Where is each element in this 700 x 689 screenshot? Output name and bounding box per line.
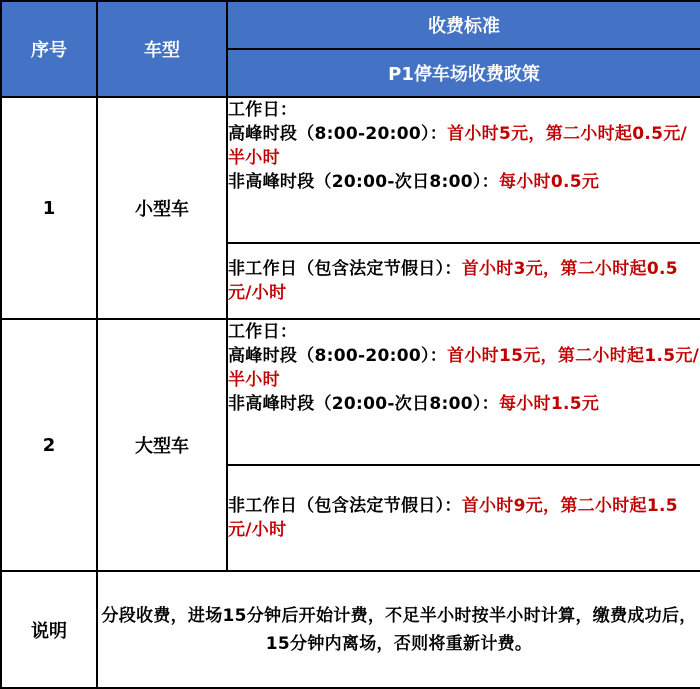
offpeak-label: 非高峰时段（20:00-次日8:00）： bbox=[228, 172, 499, 192]
offpeak-label: 非高峰时段（20:00-次日8:00）： bbox=[228, 394, 499, 414]
note-label: 说明 bbox=[1, 571, 97, 688]
peak-label: 高峰时段（8:00-20:00）： bbox=[228, 124, 448, 144]
workday-title: 工作日： bbox=[228, 100, 298, 120]
row-vehicle-type: 小型车 bbox=[97, 97, 227, 319]
row-no: 2 bbox=[1, 319, 97, 571]
header-vehicle-type: 车型 bbox=[97, 1, 227, 97]
workday-title: 工作日： bbox=[228, 322, 298, 342]
table-row bbox=[1, 97, 700, 243]
peak-value: 首小时15元，第二小时起1.5元/半小时 bbox=[228, 346, 700, 390]
workday-rule bbox=[227, 97, 700, 243]
peak-value: 首小时5元，第二小时起0.5元/半小时 bbox=[228, 124, 688, 168]
offpeak-rule bbox=[228, 170, 700, 194]
peak-rule bbox=[228, 122, 700, 170]
holiday-rule bbox=[227, 465, 700, 571]
note-row bbox=[1, 571, 700, 688]
peak-rule bbox=[228, 344, 700, 392]
header-no: 序号 bbox=[1, 1, 97, 97]
holiday-value: 首小时9元，第二小时起1.5元/小时 bbox=[228, 496, 678, 540]
offpeak-value: 每小时1.5元 bbox=[498, 394, 600, 414]
row-vehicle-type: 大型车 bbox=[97, 319, 227, 571]
holiday-label: 非工作日（包含法定节假日）： bbox=[228, 496, 462, 516]
peak-label: 高峰时段（8:00-20:00）： bbox=[228, 346, 448, 366]
header-fee-standard: 收费标准 bbox=[227, 1, 700, 49]
offpeak-value: 每小时0.5元 bbox=[498, 172, 600, 192]
holiday-value: 首小时3元，第二小时起0.5元/小时 bbox=[228, 259, 678, 303]
holiday-label: 非工作日（包含法定节假日）： bbox=[228, 259, 462, 279]
row-no: 1 bbox=[1, 97, 97, 319]
holiday-rule bbox=[227, 243, 700, 319]
note-text: 分段收费，进场15分钟后开始计费，不足半小时按半小时计算，缴费成功后，15分钟内离场，否则将重新计费。 bbox=[97, 571, 700, 688]
workday-rule bbox=[227, 319, 700, 465]
table-row bbox=[1, 319, 700, 465]
offpeak-rule bbox=[228, 392, 700, 416]
header-policy: P1停车场收费政策 bbox=[227, 49, 700, 97]
